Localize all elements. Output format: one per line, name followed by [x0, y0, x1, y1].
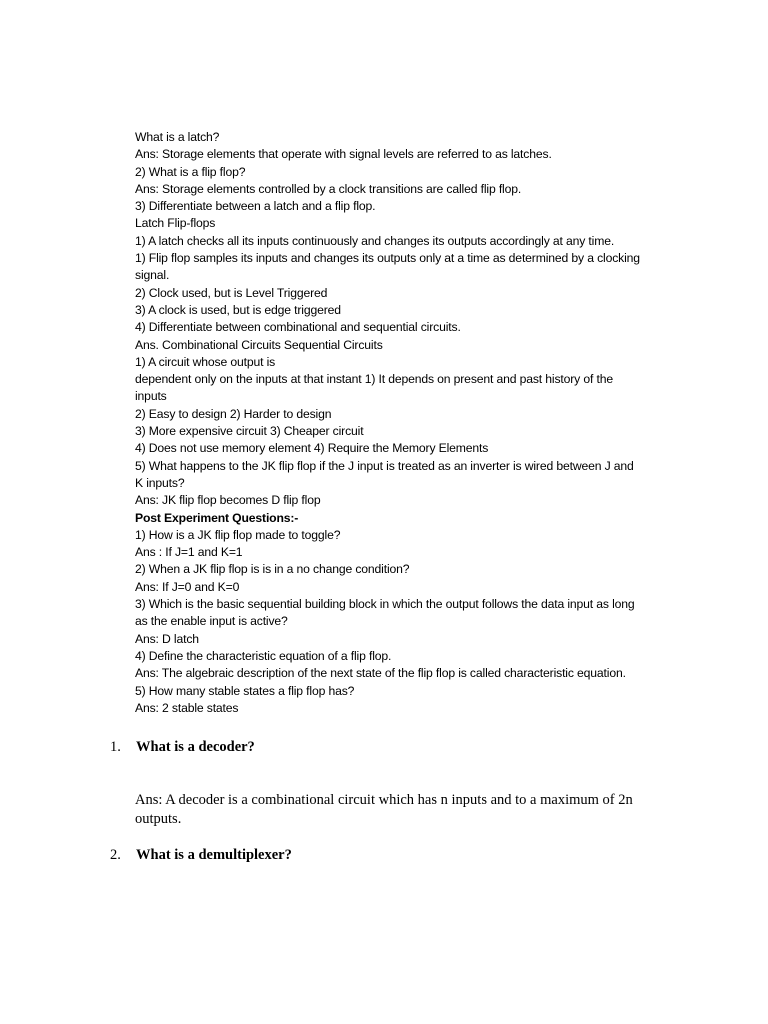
question-2-number: 2. — [110, 847, 121, 863]
text-line: 2) Easy to design 2) Harder to design — [135, 406, 332, 421]
question-1-answer — [135, 791, 675, 829]
text-line: 4) Define the characteristic equation of a flip flop. — [135, 648, 392, 663]
text-line: 5) How many stable states a flip flop has? — [135, 683, 355, 698]
text-line: 4) Does not use memory element 4) Require the Memory Elements — [135, 441, 489, 456]
text-line: 3) A clock is used, but is edge triggered — [135, 302, 341, 317]
text-line: What is a latch? — [135, 130, 220, 144]
question-1 — [110, 738, 690, 756]
text-line: Ans: If J=0 and K=0 — [135, 579, 240, 594]
answer-line: Ans: A decoder is a combinational circuit which has n inputs and to a maximum of 2n — [135, 792, 633, 808]
text-line: Ans: JK flip flop becomes D flip flop — [135, 493, 321, 508]
text-line: dependent only on the inputs at that instant 1) It depends on present and past history of the — [135, 372, 613, 387]
text-line: 2) When a JK flip flop is is in a no change condition? — [135, 562, 410, 577]
text-line: Ans: Storage elements that operate with signal levels are referred to as latches. — [135, 147, 552, 162]
text-line: Ans: The algebraic description of the next state of the flip flop is called characteristic equation. — [135, 666, 626, 681]
text-line: 3) More expensive circuit 3) Cheaper circuit — [135, 424, 364, 439]
text-line: 3) Which is the basic sequential building block in which the output follows the data input as long — [135, 597, 635, 612]
qa-text-block — [135, 129, 695, 717]
text-line: 1) How is a JK flip flop made to toggle? — [135, 527, 341, 542]
answer-line: outputs. — [135, 811, 182, 827]
question-2-text: What is a demultiplexer? — [136, 847, 292, 863]
text-line: Ans: D latch — [135, 631, 199, 646]
text-line: Latch Flip-flops — [135, 216, 216, 231]
question-2 — [110, 846, 690, 864]
text-line: signal. — [135, 268, 170, 283]
text-line: 1) A circuit whose output is — [135, 354, 276, 369]
question-1-text: What is a decoder? — [136, 739, 255, 755]
text-line: 2) What is a flip flop? — [135, 164, 246, 179]
text-line: 5) What happens to the JK flip flop if the J input is treated as an inverter is wired between J and — [135, 458, 634, 473]
text-line: 2) Clock used, but is Level Triggered — [135, 285, 328, 300]
text-line: K inputs? — [135, 475, 185, 490]
text-line: Ans: 2 stable states — [135, 700, 239, 715]
text-line: 4) Differentiate between combinational and sequential circuits. — [135, 320, 461, 335]
text-line: inputs — [135, 389, 167, 404]
text-line: as the enable input is active? — [135, 614, 288, 629]
question-1-number: 1. — [110, 739, 121, 755]
text-line: 3) Differentiate between a latch and a flip flop. — [135, 199, 376, 214]
text-line: Ans: Storage elements controlled by a clock transitions are called flip flop. — [135, 181, 522, 196]
post-experiment-heading: Post Experiment Questions:- — [135, 510, 299, 525]
text-line: Ans : If J=1 and K=1 — [135, 545, 243, 560]
text-line: Ans. Combinational Circuits Sequential Circuits — [135, 337, 383, 352]
text-line: 1) Flip flop samples its inputs and changes its outputs only at a time as determined by a clocking — [135, 251, 640, 266]
text-line: 1) A latch checks all its inputs continuously and changes its outputs accordingly at any time. — [135, 233, 615, 248]
